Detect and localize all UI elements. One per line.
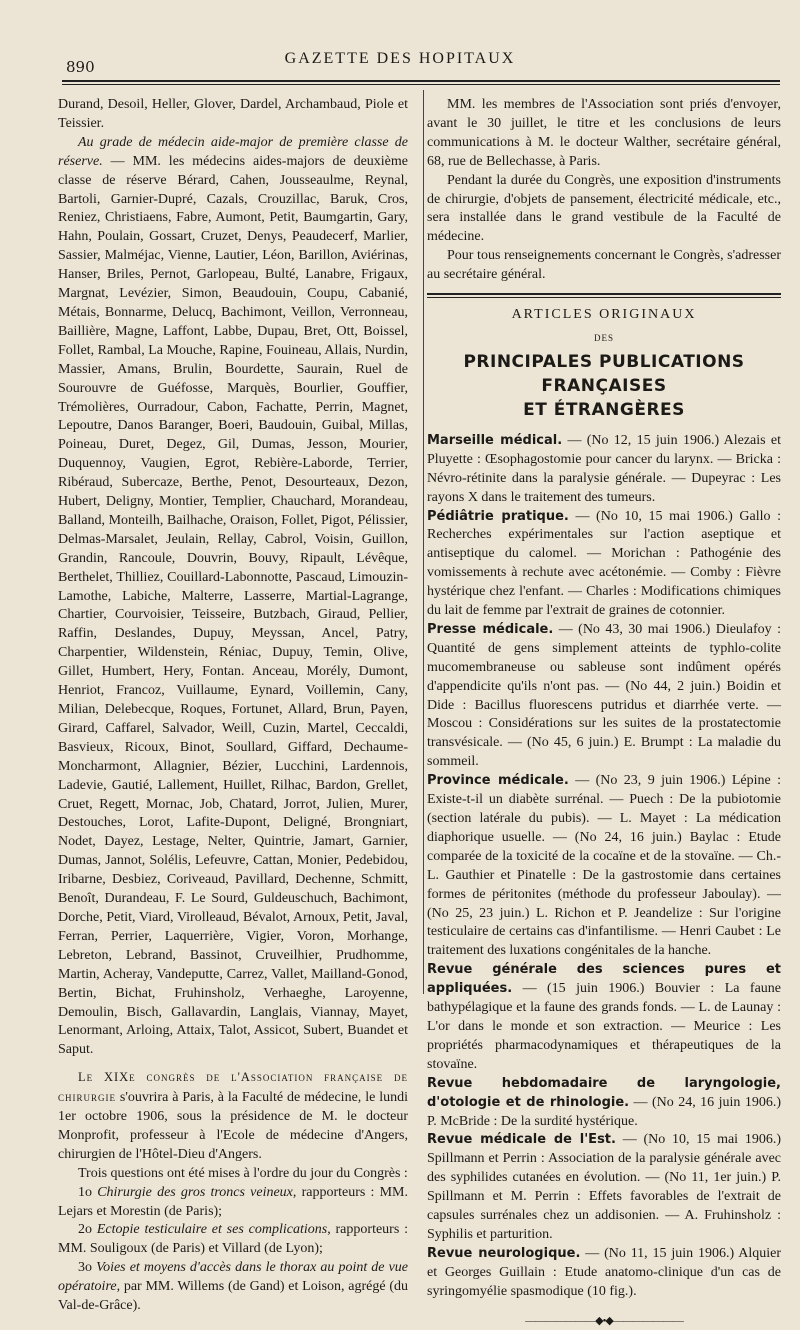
articles-title: ARTICLES ORIGINAUX bbox=[511, 307, 697, 323]
exposition-paragraph: Pendant la durée du Congrès, une exposition d'instruments de chirurgie, d'objets de pansement, électricité médicale, etc., sera installée dans le grand vestibule de la Faculté de médecine. bbox=[427, 172, 781, 245]
question-1-title: Chirurgie des gros troncs veineux bbox=[97, 1184, 293, 1200]
question-2-title: Ectopie testiculaire et ses complications bbox=[96, 1222, 328, 1238]
question-2-rapporteurs: , rapporteurs : MM. Souligoux (de Paris) et Villard (de Lyon); bbox=[58, 1222, 409, 1257]
names-list-end: Durand, Desoil, Heller, Glover, Dardel, Archambaud, Piole et Teissier. bbox=[58, 97, 408, 131]
section-rule bbox=[427, 293, 781, 298]
publication-entry bbox=[427, 621, 781, 772]
journal-contents: — (No 23, 9 juin 1906.) Lépine : Existe-t-il un diabète surrénal. — Puech : De la pubiotomie (section latérale du pubis). — L. Mayet : La médication diaphorique usuelle. — (No 24, 16 juin.) Baylac : Etude comparée de la toxicité de la cocaïne et de la stovaïne. — Ch.-L. Gauthier et Pinatelle : De la gastrostomie dans certaines formes de péritonites (méthode du professeur Jaboulay). — (No 25, 23 juin.) L. Richon et P. Jeandelize : Sur l'origine testiculaire de certains cas d'infantilisme. — Henri Caubet : Le traitement des luxations congénitales de la hanche. bbox=[427, 773, 781, 959]
congres-body: s'ouvrira à Paris, à la Faculté de médecine, le lundi 1er octobre 1906, sous la présidence de M. le docteur Monprofit, professeur à l'Ecole de médecine d'Angers, chirurgien de l'Hôtel-Dieu d'Angers. bbox=[58, 1090, 408, 1162]
renseignements-paragraph: Pour tous renseignements concernant le Congrès, s'adresser au secrétaire général. bbox=[427, 248, 781, 283]
publication-entry bbox=[427, 508, 781, 621]
congres-paragraph bbox=[58, 1068, 408, 1165]
congres-heading: Le XIXe congrès de l'Association française de chirurgie bbox=[58, 1070, 408, 1105]
running-title: GAZETTE DES HOPITAUX bbox=[284, 50, 516, 67]
publication-entry bbox=[427, 432, 781, 508]
promotion-names: — MM. les médecins aides-majors de deuxième classe de réserve Bérard, Cahen, Jousseaulme, Reynal, Bartoli, Garnier-Dupré, Cazals, Crouzillac, Baruk, Cros, Reniez, Christiaens, Fabre, Aumont, Petit, Baumgartin, Gary, Hahn, Poulain, Gossart, Cruzet, Denys, Peaudecerf, Marlier, Sassier, Malméjac, Vienne, Lautier, Léon, Barillon, Aviérinas, Hanser, Briles, Pernot, Garlopeau, Bulté, Lanabre, Frigaux, Margnat, Levézier, Simon, Beaudouin, Coupu, Cabanié, Métais, Bonnarme, Delucq, Bachimont, Veillon, Verronneau, Baillière, Magne, Laffont, Labbe, Dupau, Bret, Ott, Boissel, Follet, Rambal, La Mouche, Rapine, Fouineau, Allais, Nurdin, Massier, Amans, Brulin, Bourdette, Saurain, Ruel de Sourouvre de Guéfosse, Marquès, Bourlier, Gouffier, Trémolières, Ourradour, Cabon, Fachatte, Perrin, Magnet, Lepoutre, Danos Baranger, Boeri, Baudouin, Guibal, Millas, Poineau, Duret, Degez, Gil, Dumas, Jesson, Mourier, Duquennoy, Vaugien, Egrot, Rebière-Laborde, Terrier, Ribéraud, Subercaze, Berthe, Penot, Desourteaux, Dezon, Hubert, Deligny, Montier, Templier, Chauchard, Morandeau, Balland, Monteilh, Bailhache, Oraison, Follet, Pigot, Pélissier, Delmas-Marsalet, Jeulain, Rellay, Cabrol, Voisin, Guillon, Grandin, Rancoule, Douvrin, Bouvy, Ripault, Lévêque, Berthelet, Thilliez, Couillard-Labonnotte, Pascaud, Limouzin-Lamothe, Labiche, Malterre, Lasserre, Martial-Lagrange, Chartier, Courvoisier, Teisseire, Butzbach, Giraud, Pellier, Raffin, Deslandes, Dupuy, Meyssan, Ancel, Patry, Charpentier, Wildenstein, Réniac, Dupuy, Temin, Olive, Gillet, Humbert, Hery, Fontan. Anceau, Morély, Dumont, Henriot, Francoz, Vuillaume, Eynard, Voillemin, Cany, Milian, Delebecque, Roques, Fortunet, Allard, Brun, Payen, Girard, Caffarel, Salvador, Weill, Cuzin, Martel, Ceccaldi, Basvieux, Ricoux, Binot, Soullard, Giffard, Dechaume-Moncharmont, Allagnier, Bézier, Lucchini, Lardennois, Ladevie, Gautié, Lallement, Huillet, Rilhac, Bardon, Grellet, Cruet, Regett, Mornac, Job, Chatard, Jorrot, Julien, Murer, Destouches, Lorot, Lafite-Dupont, Deligné, Brongniart, Nodet, Dayez, Lestage, Nelter, Quintrie, Jamart, Garnier, Dumas, Jannot, Solélis, Lefeuvre, Cattan, Monier, Pedebidou, Iribarne, Desbiez, Coriveaud, Pavillard, Dechenne, Schmitt, Benoît, Durandeau, F. Le Sourd, Guldeuschuch, Bachimont, Dorche, Petit, Viard, Virolleaud, Bévalot, Arnoux, Petit, Javal, Ferran, Perrier, Laquerrière, Vigier, Voron, Morhange, Lebreton, Lebrand, Bassinot, Cruveilhier, Prudhomme, Martin, Acheray, Vandeputte, Carrez, Vallet, Mailland-Gonod, Bertin, Bichat, Fruhinsholz, Verhaeghe, Laroyenne, Demoulin, Bisch, Gallavardin, Langlais, Viannay, Mayet, Lenormant, Arloing, Attaix, Talot, Assicot, Subert, Buandet et Saput. bbox=[58, 153, 408, 1058]
journal-contents: — (No 10, 15 mai 1906.) Gallo : Recherches expérimentales sur l'action aseptique et antiseptique du calomel. — Morichan : Pathogénie des vomissements à rechute avec acétonémie. — Comby : Fièvre hystérique chez l'enfant. — Charles : Modifications chimiques du lait de femme par l'extrait de graines de cotonnier. bbox=[427, 508, 782, 619]
right-column bbox=[427, 96, 781, 1330]
question-1-rapporteurs: , rapporteurs : MM. Lejars et Morestin (de Paris); bbox=[58, 1184, 408, 1219]
articles-des: DES bbox=[593, 332, 614, 343]
journal-contents: — (No 11, 15 juin 1906.) Alquier et Georges Guillain : Etude anatomo-clinique d'un cas de syringomyélie spasmodique (10 fig.). bbox=[427, 1245, 781, 1299]
journal-contents: — (No 10, 15 mai 1906.) Spillmann et Perrin : Association de la paralysie générale avec des syphilides cutanées en évolution. — (No 11, 1er juin.) P. Spillmann et M. Perrin : Effets favorables de l'extrait de capsules surrénales chez un addisonien. — A. Fruhinsholz : Syphilis et parturition. bbox=[427, 1132, 782, 1242]
publication-entries bbox=[427, 432, 781, 1302]
question-1-number: 1o bbox=[78, 1184, 98, 1200]
journal-contents: — (15 juin 1906.) Bouvier : La faune bathypélagique et la faune des grands fonds. — L. de Launay : L'or dans le monde et son extraction. — Meurice : Les propriétés pharmacodynamiques et thérapeutiques de la stovaïne. bbox=[427, 981, 781, 1072]
publication-entry bbox=[427, 1075, 781, 1132]
journal-title: Province médicale. bbox=[427, 773, 569, 789]
left-column bbox=[58, 96, 408, 1316]
journal-title: Revue neurologique. bbox=[427, 1245, 581, 1261]
journal-title: Pédiâtrie pratique. bbox=[427, 508, 569, 524]
question-2 bbox=[58, 1221, 408, 1259]
promotion-grade: Au grade de médecin aide-major de première classe de réserve. bbox=[58, 134, 408, 169]
question-3-rapporteurs: , par MM. Willems (de Gand) et Loison, agrégé (du Val-de-Grâce). bbox=[58, 1279, 408, 1314]
journal-contents: — (No 43, 30 mai 1906.) Dieulafoy : Quantité de gens simplement atteints de typhlo-colite mucomembraneuse ou sableuse sont indûment opérés d'appendicite qu'ils n'ont pas. — (No 44, 2 juin.) Boidin et Dide : Bacillus fluorescens putridus et diarrhée verte. — Moscou : Considérations sur les suites de la prostatectomie transvésicale. — (No 45, 6 juin.) E. Brumpt : La maladie du sommeil. bbox=[427, 621, 781, 770]
publication-entry bbox=[427, 1245, 781, 1302]
page-number: 890 bbox=[66, 58, 95, 76]
journal-title: Revue hebdomadaire de laryngologie, d'otologie et de rhinologie. bbox=[427, 1075, 781, 1110]
questions-intro: Trois questions ont été mises à l'ordre du jour du Congrès : bbox=[78, 1165, 408, 1181]
question-3-title: Voies et moyens d'accès dans le thorax au point de vue opératoire bbox=[58, 1260, 409, 1295]
question-1 bbox=[58, 1184, 408, 1222]
journal-title: Revue générale des sciences pures et appliquées. bbox=[427, 962, 781, 997]
publication-entry bbox=[427, 1131, 781, 1244]
publication-entry bbox=[427, 772, 781, 961]
promotion-paragraph bbox=[58, 134, 408, 1060]
column-divider bbox=[423, 90, 424, 994]
publication-entry bbox=[427, 961, 781, 1074]
question-3-number: 3o bbox=[78, 1260, 97, 1276]
end-ornament: ———————◆•◆——————— bbox=[525, 1314, 683, 1327]
header-rule bbox=[62, 80, 780, 85]
congres-instructions: MM. les membres de l'Association sont priés d'envoyer, avant le 30 juillet, le titre et les conclusions de leurs communications à M. le docteur Walther, secrétaire général, 68, rue de Bellechasse, à Paris. bbox=[427, 97, 781, 169]
question-2-number: 2o bbox=[78, 1222, 97, 1238]
journal-title: Marseille médical. bbox=[427, 432, 563, 448]
articles-line-1: PRINCIPALES PUBLICATIONS FRANÇAISES bbox=[463, 351, 745, 396]
journal-contents: — (No 12, 15 juin 1906.) Alezais et Pluyette : Œsophagostomie pour cancer du larynx. — Bricka : Névro-rétinite dans la paralysie générale. — Dupeyrac : Les rayons X dans le traitement des tumeurs. bbox=[427, 432, 781, 505]
question-3 bbox=[58, 1259, 408, 1316]
journal-contents: — (No 24, 16 juin 1906.) P. McBride : De la surdité hystérique. bbox=[427, 1094, 781, 1129]
articles-line-2: ET ÉTRANGÈRES bbox=[523, 399, 685, 420]
journal-title: Revue médicale de l'Est. bbox=[427, 1132, 616, 1148]
journal-title: Presse médicale. bbox=[427, 621, 554, 637]
